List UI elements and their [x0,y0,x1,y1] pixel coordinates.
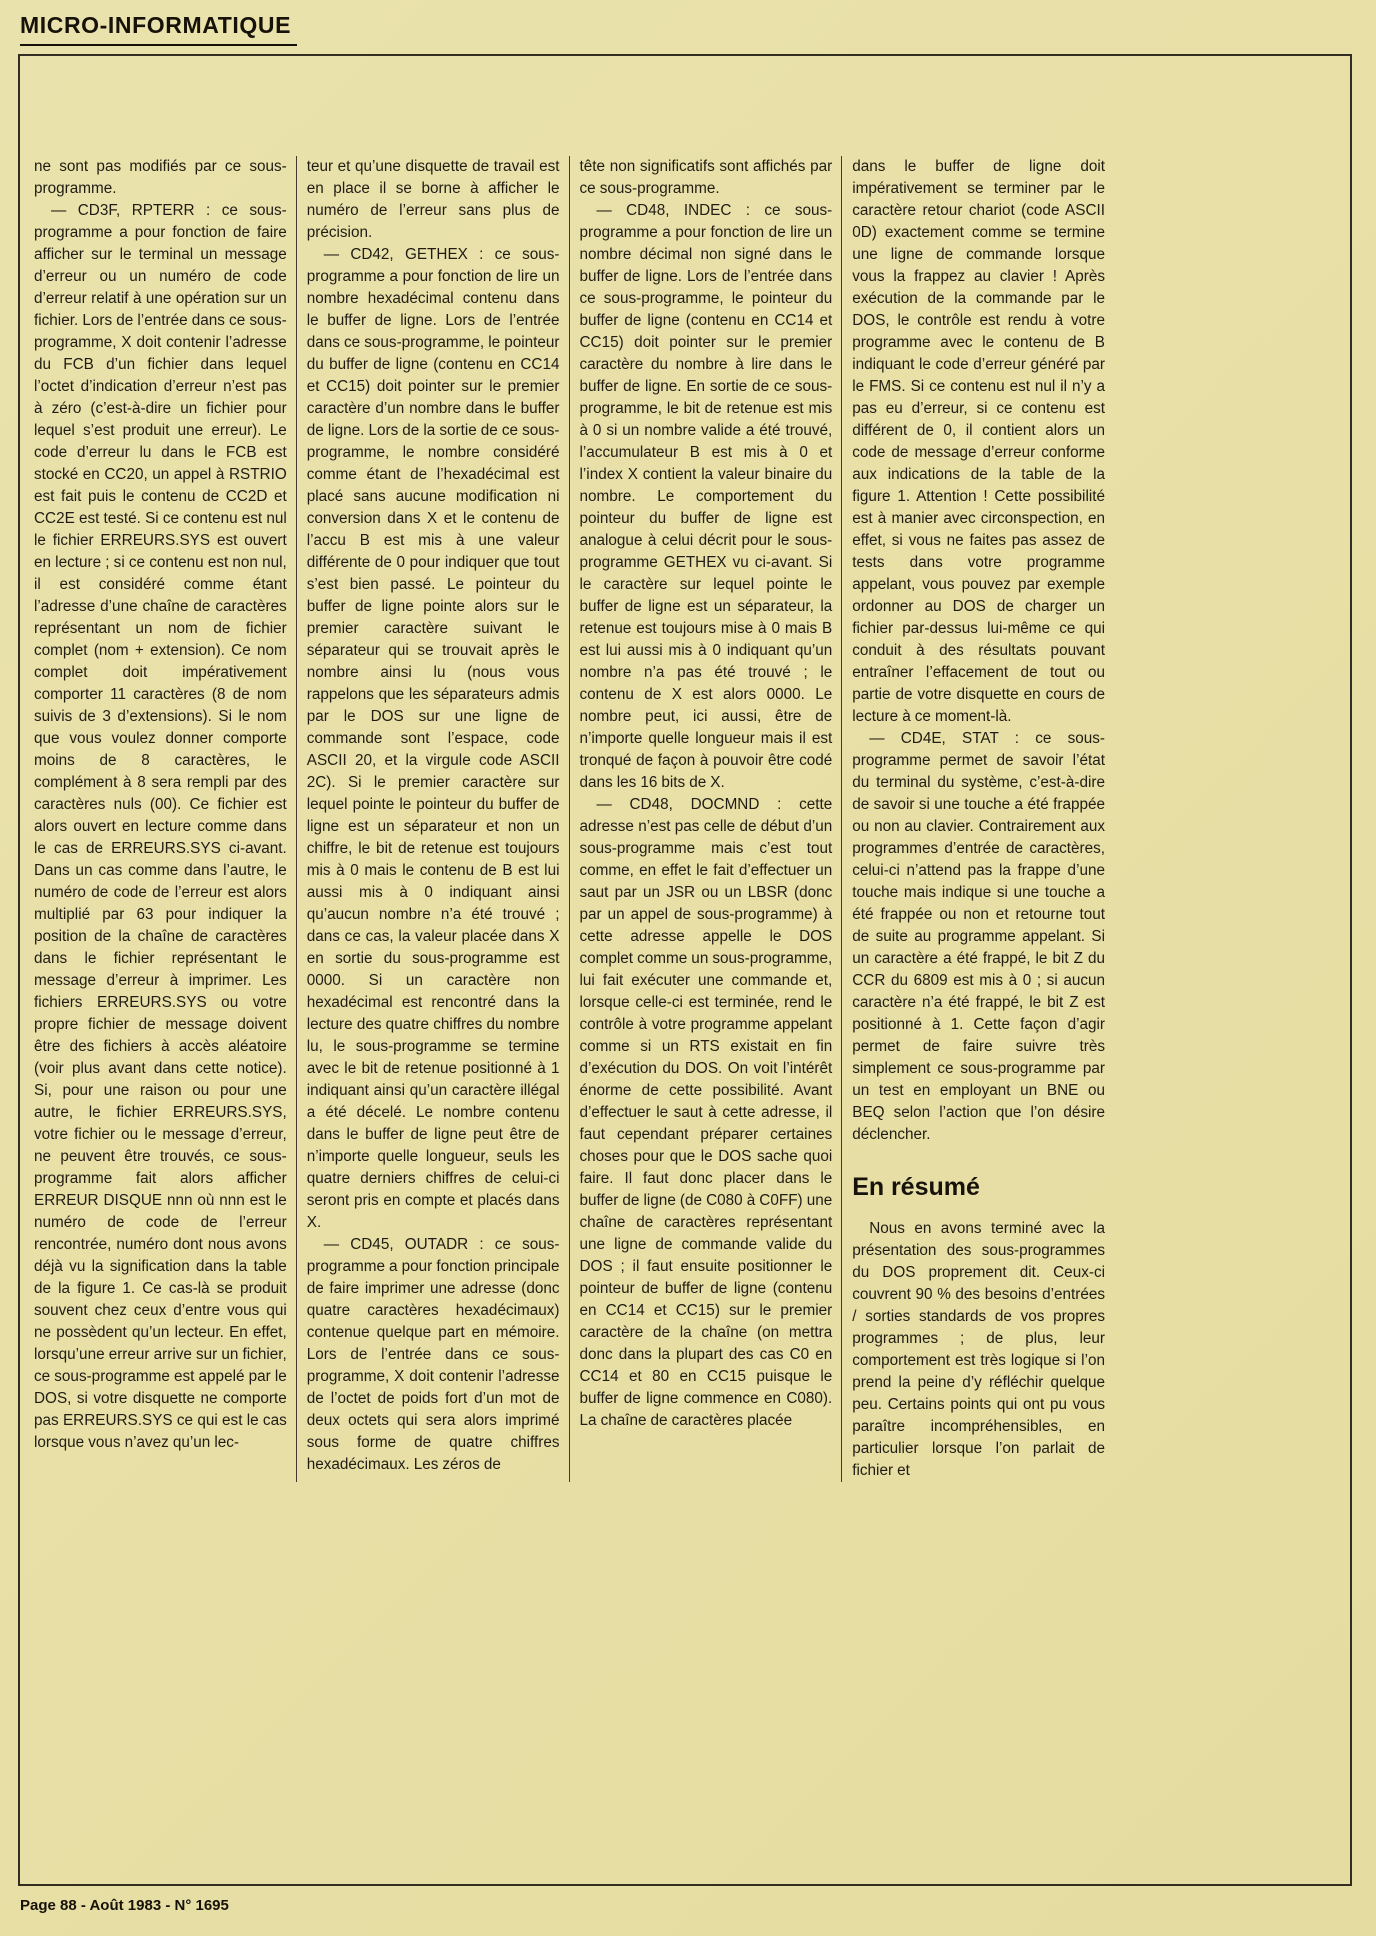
magazine-section-title: MICRO-INFORMATIQUE [20,12,297,46]
article-column-4 [841,156,1114,1482]
paragraph: dans le buffer de ligne doit impérativement se terminer par le caractère retour chariot (code ASCII 0D) exactement comme se termine une ligne de commande lorsque vous la frappez au clavier ! Après exécution de la commande par le DOS, le contrôle est rendu à votre programme avec le contenu de B indiquant le code d’erreur généré par le FMS. Si ce contenu est nul il n’y a pas eu d’erreur, si ce contenu est différent de 0, il contient alors un code de message d’erreur conforme aux indications de la table de la figure 1. Attention ! Cette possibilité est à manier avec circonspection, en effet, si vous ne faites pas assez de tests dans votre programme appelant, vous pouvez par exemple ordonner au DOS de charger un fichier par-dessus lui-même ce qui conduit à des résultats pouvant entraîner l’effacement de tout ou partie de votre disquette en cours de lecture à ce moment-là. [852,158,1105,725]
page-footer: Page 88 - Août 1983 - N° 1695 [20,1897,229,1914]
paragraph: teur et qu’une disquette de travail est en place il se borne à afficher le numéro de l’erreur sans plus de précision. [306,158,560,241]
paragraph-cd42-gethex: — CD42, GETHEX : ce sous-programme a pour fonction de lire un nombre hexadécimal contenu dans le buffer de ligne. Lors de l’entrée dans ce sous-programme, le pointeur du buffer de ligne (contenu en CC14 et CC15) doit pointer sur le premier caractère d’un nombre dans le buffer de ligne. Lors de la sortie de ce sous-programme, le nombre considéré comme étant de l’hexadécimal est placé sans aucune modification ni conversion dans X et le contenu de l’accu B est mis à une valeur différente de 0 pour indiquer que tout s’est bien passé. Le pointeur du buffer de ligne pointe alors sur le premier caractère suivant le séparateur qui se trouvait après le nombre ainsi lu (nous vous rappelons que les séparateurs admis par le DOS sur une ligne de commande sont l’espace, code ASCII 20, et la virgule code ASCII 2C). Si le premier caractère sur lequel pointe le pointeur du buffer de ligne est un séparateur et non un chiffre, le bit de retenue est toujours mis à 0 mais le contenu de B est lui aussi mis à 0 indiquant ainsi qu’aucun nombre n’a été trouvé ; dans ce cas, la valeur placée dans X en sortie du sous-programme est 0000. Si un caractère non hexadécimal est rencontré dans la lecture des quatre chiffres du nombre lu, le sous-programme se termine avec le bit de retenue positionné à 1 indiquant ainsi qu’un caractère illégal a été décelé. Le nombre contenu dans le buffer de ligne peut être de n’importe quelle longueur, seuls les quatre derniers chiffres de celui-ci seront pris en compte et placés dans X. [306,246,560,1231]
paragraph-cd4e-stat: — CD4E, STAT : ce sous-programme permet de savoir l’état du terminal du système, c’est-à-dire de savoir si une touche a été frappée ou non au clavier. Contrairement aux programmes d’entrée de caractères, celui-ci n’attend pas la frappe d’une touche mais indique si une touche a été frappée ou non et retourne tout de suite au programme appelant. Si un caractère a été frappé, le bit Z du CCR du 6809 est mis à 0 ; si aucun caractère n’a été frappé, le bit Z est positionné à 1. Cette façon d’agir permet de faire suivre très simplement ce sous-programme par un test en employant un BNE ou BEQ selon l’action que l’on désire déclencher. [852,730,1105,1143]
paragraph-cd45-outadr: — CD45, OUTADR : ce sous-programme a pour fonction principale de faire imprimer une adresse (donc quatre caractères hexadécimaux) contenue quelque part en mémoire. Lors de l’entrée dans ce sous-programme, X doit contenir l’adresse de l’octet de poids fort d’un mot de deux octets qui sera alors imprimé sous forme de quatre chiffres hexadécimaux. Les zéros de [306,1236,560,1473]
section-heading: En résumé [852,1173,980,1201]
paragraph-cd48-docmnd: — CD48, DOCMND : cette adresse n’est pas celle de début d’un sous-programme mais c’est tout comme, en effet le fait d’effectuer un saut par un JSR ou un LBSR (donc par un appel de sous-programme) à cette adresse appelle le DOS complet comme un sous-programme, lui fait exécuter une commande et, lorsque celle-ci est terminée, rend le contrôle à votre programme appelant comme si un RTS existait en fin d’exécution du DOS. On voit l’intérêt énorme de cette possibilité. Avant d’effectuer le saut à cette adresse, il faut cependant préparer certaines choses pour que le DOS sache quoi faire. Il faut donc placer dans le buffer de ligne (de C080 à C0FF) une chaîne de caractères représentant une ligne de commande valide du DOS ; il faut ensuite positionner le pointeur de buffer de ligne (contenu en CC14 et CC15) sur le premier caractère de la chaîne (on mettra donc dans la plupart des cas C0 en CC14 et 80 en CC15 puisque le buffer de ligne commence en C080). La chaîne de caractères placée [579,796,833,1429]
article-column-1 [34,156,296,1482]
article-frame [18,54,1352,1886]
paragraph: ne sont pas modifiés par ce sous-programme. [34,158,287,197]
paragraph-conclusion: Nous en avons terminé avec la présentation des sous-programmes du DOS proprement dit. Ceux-ci couvrent 90 % des besoins d’entrées / sorties standards de vos propres programmes ; de plus, leur comportement est très logique si l’on prend la peine d’y réfléchir quelque peu. Certains points qui ont pu vous paraître incompréhensibles, en particulier lorsque l’on parlait de fichier et [852,1220,1105,1479]
article-columns [34,156,1114,1482]
article-column-2 [296,156,569,1482]
article-column-3 [569,156,842,1482]
paragraph-cd3f-rpterr: — CD3F, RPTERR : ce sous-programme a pour fonction de faire afficher sur le terminal un message d’erreur ou un numéro de code d’erreur relatif à une opération sur un fichier. Lors de l’entrée dans ce sous-programme, X doit contenir l’adresse du FCB d’un fichier dans lequel l’octet d’indication d’erreur n’est pas à zéro (c’est-à-dire un fichier pour lequel s’est produit une erreur). Le code d’erreur lu dans le FCB est stocké en CC20, un appel à RSTRIO est fait puis le contenu de CC2D et CC2E est testé. Si ce contenu est nul le fichier ERREURS.SYS est ouvert en lecture ; si ce contenu est non nul, il est considéré comme étant l’adresse d’une chaîne de caractères représentant un nom de fichier complet (nom + extension). Ce nom complet doit impérativement comporter 11 caractères (8 de nom suivis de 3 d’extensions). Si le nom que vous voulez donner comporte moins de 8 caractères, le complément à 8 sera rempli par des caractères nuls (00). Ce fichier est alors ouvert en lecture comme dans le cas de ERREURS.SYS ci-avant. Dans un cas comme dans l’autre, le numéro de code de l’erreur est alors multiplié par 63 pour indiquer la position de la chaîne de caractères dans le fichier représentant le message d’erreur à imprimer. Les fichiers ERREURS.SYS ou votre propre fichier de message doivent être des fichiers à accès aléatoire (voir plus avant dans cette notice). Si, pour une raison ou pour une autre, le fichier ERREURS.SYS, votre fichier ou le message d’erreur, ne peuvent être trouvés, ce sous-programme fait alors afficher ERREUR DISQUE nnn où nnn est le numéro de code de l’erreur rencontrée, numéro dont nous avons déjà vu la signification dans la table de la figure 1. Ce cas-là se produit souvent chez ceux d’entre vous qui ne possèdent qu’un lecteur. En effet, lorsqu’une erreur arrive sur un fichier, ce sous-programme est appelé par le DOS, si votre disquette ne comporte pas ERREURS.SYS ce qui est le cas lorsque vous n’avez qu’un lec- [34,202,287,1451]
paragraph: tête non significatifs sont affichés par ce sous-programme. [579,158,833,197]
paragraph-cd48-indec: — CD48, INDEC : ce sous-programme a pour fonction de lire un nombre décimal non signé dans le buffer de ligne. Lors de l’entrée dans ce sous-programme, le pointeur du buffer de ligne (contenu en CC14 et CC15) doit pointer sur le premier caractère du nombre à lire dans le buffer de ligne. En sortie de ce sous-programme, le bit de retenue est mis à 0 si un nombre valide a été trouvé, l’accumulateur B est mis à 0 et l’index X contient la valeur binaire du nombre. Le comportement du pointeur du buffer de ligne est analogue à celui décrit pour le sous-programme GETHEX vu ci-avant. Si le caractère sur lequel pointe le buffer de ligne est un séparateur, la retenue est toujours mise à 0 mais B est lui aussi mis à 0 indiquant qu’un nombre n’a pas été trouvé ; le contenu de X est alors 0000. Le nombre peut, ici aussi, être de n’importe quelle longueur mais il est tronqué de façon à pouvoir être codé dans les 16 bits de X. [579,202,833,791]
